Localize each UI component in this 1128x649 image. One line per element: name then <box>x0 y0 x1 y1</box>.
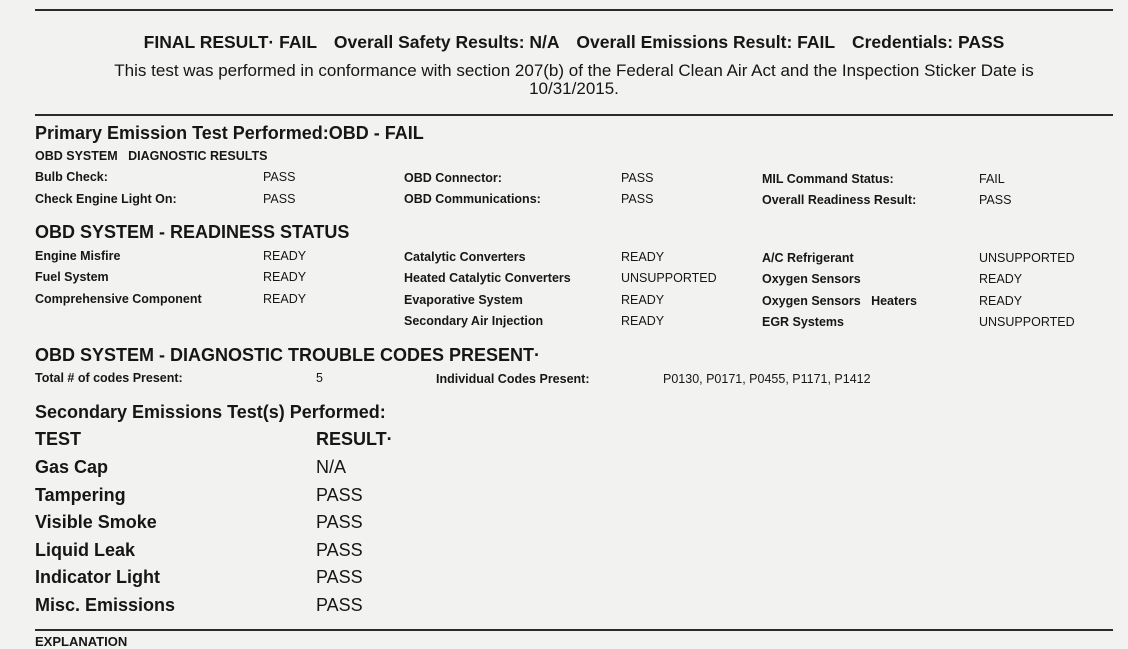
conformance-statement <box>35 62 1113 98</box>
secondary-test-name: Liquid Leak <box>35 540 136 560</box>
obd-communications-label: OBD Communications: <box>404 192 541 206</box>
secondary-test-name: Tampering <box>35 485 126 505</box>
check-engine-light-value: PASS <box>263 192 296 206</box>
readiness-label: Evaporative System <box>404 293 523 307</box>
secondary-test-result: PASS <box>316 485 363 505</box>
overall-readiness-label: Overall Readiness Result: <box>762 193 917 207</box>
trouble-codes-title: OBD SYSTEM - DIAGNOSTIC TROUBLE CODES PRESENT· <box>35 345 541 365</box>
individual-codes-label: Individual Codes Present: <box>436 372 590 386</box>
readiness-label: Fuel System <box>35 270 109 284</box>
secondary-test-result: PASS <box>316 512 363 532</box>
overall-emissions-result: Overall Emissions Result: FAIL <box>576 32 836 52</box>
readiness-value: READY <box>979 294 1023 308</box>
readiness-label: Engine Misfire <box>35 249 121 263</box>
readiness-value: READY <box>621 293 665 307</box>
diagnostic-results-subtitle: OBD SYSTEM DIAGNOSTIC RESULTS <box>35 149 268 163</box>
overall-readiness-value: PASS <box>979 193 1012 207</box>
readiness-value: READY <box>263 292 307 306</box>
bulb-check-value: PASS <box>263 170 296 184</box>
secondary-tests-title: Secondary Emissions Test(s) Performed: <box>35 402 386 422</box>
readiness-label: Secondary Air Injection <box>404 314 544 328</box>
statement-line-1: This test was performed in conformance with section 207(b) of the Federal Clean Air Act and the Inspection Sticker Date is <box>114 61 1034 80</box>
total-codes-label: Total # of codes Present: <box>35 371 183 385</box>
overall-safety-result: Overall Safety Results: N/A <box>333 32 560 52</box>
secondary-test-name: Indicator Light <box>35 567 160 587</box>
secondary-test-result: PASS <box>316 540 363 560</box>
readiness-label: Heated Catalytic Converters <box>404 271 571 285</box>
readiness-value: READY <box>263 270 307 284</box>
readiness-value: UNSUPPORTED <box>621 271 717 285</box>
readiness-label: Oxygen Sensors <box>762 272 861 286</box>
section-rule <box>35 114 1113 116</box>
explanation-heading-cutoff: EXPLANATION <box>35 634 128 649</box>
mil-command-status-label: MIL Command Status: <box>762 172 894 186</box>
secondary-test-name: Visible Smoke <box>35 512 157 532</box>
bulb-check-label: Bulb Check: <box>35 170 108 184</box>
readiness-value: READY <box>621 250 665 264</box>
bottom-rule <box>35 629 1113 631</box>
result-column-header: RESULT· <box>316 429 393 449</box>
total-codes-value: 5 <box>316 371 323 385</box>
readiness-value: READY <box>263 249 307 263</box>
final-result-summary <box>35 32 1113 53</box>
secondary-test-name: Misc. Emissions <box>35 595 176 615</box>
secondary-test-result: N/A <box>316 457 347 477</box>
readiness-status-title: OBD SYSTEM - READINESS STATUS <box>35 222 350 242</box>
readiness-value: READY <box>621 314 665 328</box>
obd-connector-value: PASS <box>621 171 654 185</box>
readiness-label: A/C Refrigerant <box>762 251 854 265</box>
top-rule <box>35 9 1113 11</box>
final-result: FINAL RESULT· FAIL <box>143 32 318 52</box>
individual-codes-value: P0130, P0171, P0455, P1171, P1412 <box>663 372 871 386</box>
obd-communications-value: PASS <box>621 192 654 206</box>
mil-command-status-value: FAIL <box>979 172 1005 186</box>
primary-test-title: Primary Emission Test Performed:OBD - FAIL <box>35 123 424 143</box>
secondary-test-result: PASS <box>316 567 363 587</box>
readiness-value: UNSUPPORTED <box>979 315 1075 329</box>
readiness-label: Catalytic Converters <box>404 250 526 264</box>
test-column-header: TEST <box>35 429 82 449</box>
readiness-label: EGR Systems <box>762 315 844 329</box>
statement-line-2: 10/31/2015. <box>529 79 619 98</box>
obd-connector-label: OBD Connector: <box>404 171 502 185</box>
secondary-test-name: Gas Cap <box>35 457 109 477</box>
check-engine-light-label: Check Engine Light On: <box>35 192 177 206</box>
credentials-result: Credentials: PASS <box>851 32 1005 52</box>
readiness-label: Comprehensive Component <box>35 292 202 306</box>
secondary-test-result: PASS <box>316 595 363 615</box>
readiness-label: Oxygen Sensors Heaters <box>762 294 917 308</box>
readiness-value: READY <box>979 272 1023 286</box>
readiness-value: UNSUPPORTED <box>979 251 1075 265</box>
